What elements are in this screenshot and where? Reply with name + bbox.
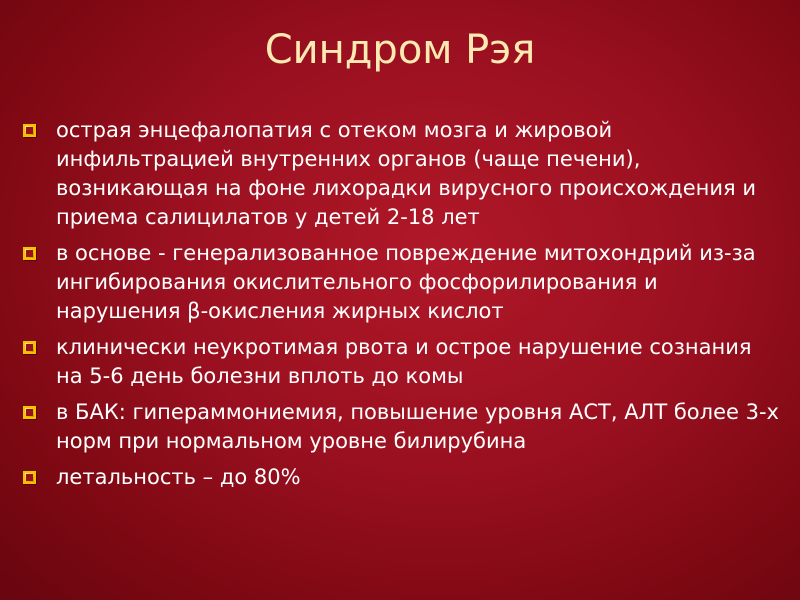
bullet-item bbox=[22, 239, 782, 326]
bullet-item bbox=[22, 398, 782, 456]
square-bullet-icon bbox=[23, 247, 36, 260]
bullet-item bbox=[22, 116, 782, 232]
bullet-item bbox=[22, 333, 782, 391]
bullet-item bbox=[22, 463, 782, 492]
bullet-text: в БАК: гипераммониемия, повышение уровня АСТ, АЛТ более 3-х норм при нормальном уровне билирубина bbox=[56, 400, 779, 453]
square-bullet-icon bbox=[23, 341, 36, 354]
bullet-text: клинически неукротимая рвота и острое нарушение сознания на 5-6 день болезни вплоть до комы bbox=[56, 335, 752, 388]
square-bullet-icon bbox=[23, 406, 36, 419]
bullet-text: в основе - генерализованное повреждение митохондрий из-за ингибирования окислительного фосфорилирования и нарушения β-окисления жирных кислот bbox=[56, 241, 756, 323]
square-bullet-icon bbox=[23, 124, 36, 137]
bullet-text: летальность – до 80% bbox=[56, 465, 301, 489]
square-bullet-icon bbox=[23, 471, 36, 484]
bullet-text: острая энцефалопатия с отеком мозга и жировой инфильтрацией внутренних органов (чаще печени), возникающая на фоне лихорадки вирусного происхождения и приема салицилатов у детей 2-18 лет bbox=[56, 118, 756, 229]
bullet-list bbox=[22, 116, 782, 499]
slide-title: Синдром Рэя bbox=[264, 27, 536, 73]
